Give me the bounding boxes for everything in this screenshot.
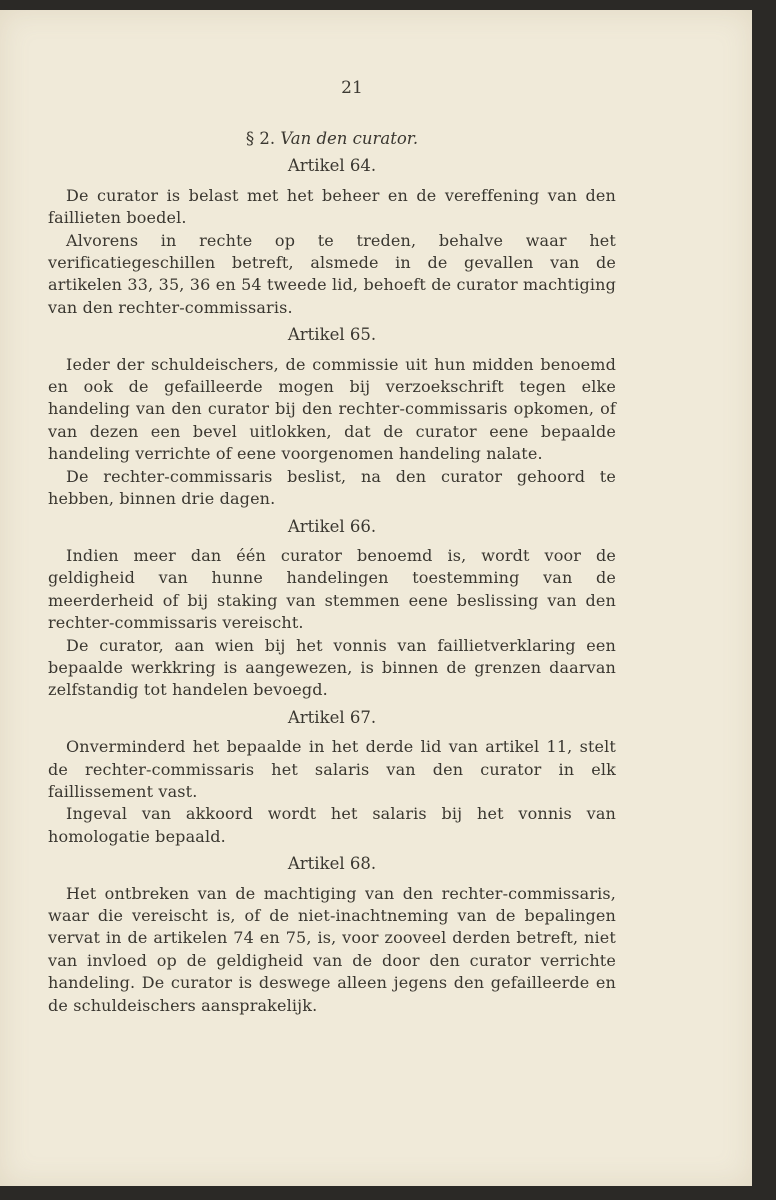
article-66-paragraph-1: Indien meer dan één curator benoemd is, wordt voor de geldigheid van hunne handelingen toestemming van de meerderheid of bij staking van stemmen eene beslissing van den rechter-commissaris vereischt. (48, 545, 616, 633)
article-68-paragraph-1: Het ontbreken van de machtiging van den rechter-commissaris, waar die vereischt is, of de niet-inachtneming van de bepalingen vervat in de artikelen 74 en 75, is, voor zooveel derden betreft, niet van invloed op de geldigheid van de door den curator verrichte handeling. De curator is deswege alleen jegens den gefailleerde en de schuldeischers aansprakelijk. (48, 883, 616, 1015)
article-heading-65: Artikel 65. (287, 325, 377, 345)
page-number: 21 (341, 78, 363, 98)
section-symbol: § 2. (245, 129, 276, 148)
article-heading-64: Artikel 64. (287, 156, 377, 176)
article-heading-68: Artikel 68. (287, 854, 377, 874)
article-65-paragraph-1: Ieder der schuldeischers, de commissie uit hun midden benoemd en ook de gefailleerde mogen bij verzoekschrift tegen elke handeling van den curator bij den rechter-commissaris opkomen, of van dezen een bevel uitlokken, dat de curator eene bepaalde handeling verrichte of eene voorgenomen handeling nalate. (48, 354, 616, 464)
article-67-paragraph-1: Onverminderd het bepaalde in het derde lid van artikel 11, stelt de rechter-commissaris het salaris van den curator in elk faillissement vast. (48, 737, 616, 801)
section-heading (48, 128, 616, 150)
article-heading-66: Artikel 66. (287, 516, 377, 536)
article-heading-67: Artikel 67. (287, 707, 377, 727)
article-66-paragraph-2: De curator, aan wien bij het vonnis van faillietverklaring een bepaalde werkkring is aangewezen, is binnen de grenzen daarvan zelfstandig tot handelen bevoegd. (48, 635, 616, 700)
article-67-paragraph-2: Ingeval van akkoord wordt het salaris bij het vonnis van homologatie bepaald. (48, 804, 616, 846)
article-64-paragraph-2: Alvorens in rechte op te treden, behalve waar het verificatiegeschillen betreft, alsmede in de gevallen van de artikelen 33, 35, 36 en 54 tweede lid, behoeft de curator machtiging van den rechter-commissaris. (48, 230, 616, 317)
book-page (0, 10, 752, 1186)
article-64-paragraph-1: De curator is belast met het beheer en de vereffening van den faillieten boedel. (48, 185, 616, 228)
page-text (48, 128, 616, 1017)
article-65-paragraph-2: De rechter-commissaris beslist, na den curator gehoord te hebben, binnen drie dagen. (48, 466, 616, 509)
section-title: Van den curator. (280, 129, 419, 148)
